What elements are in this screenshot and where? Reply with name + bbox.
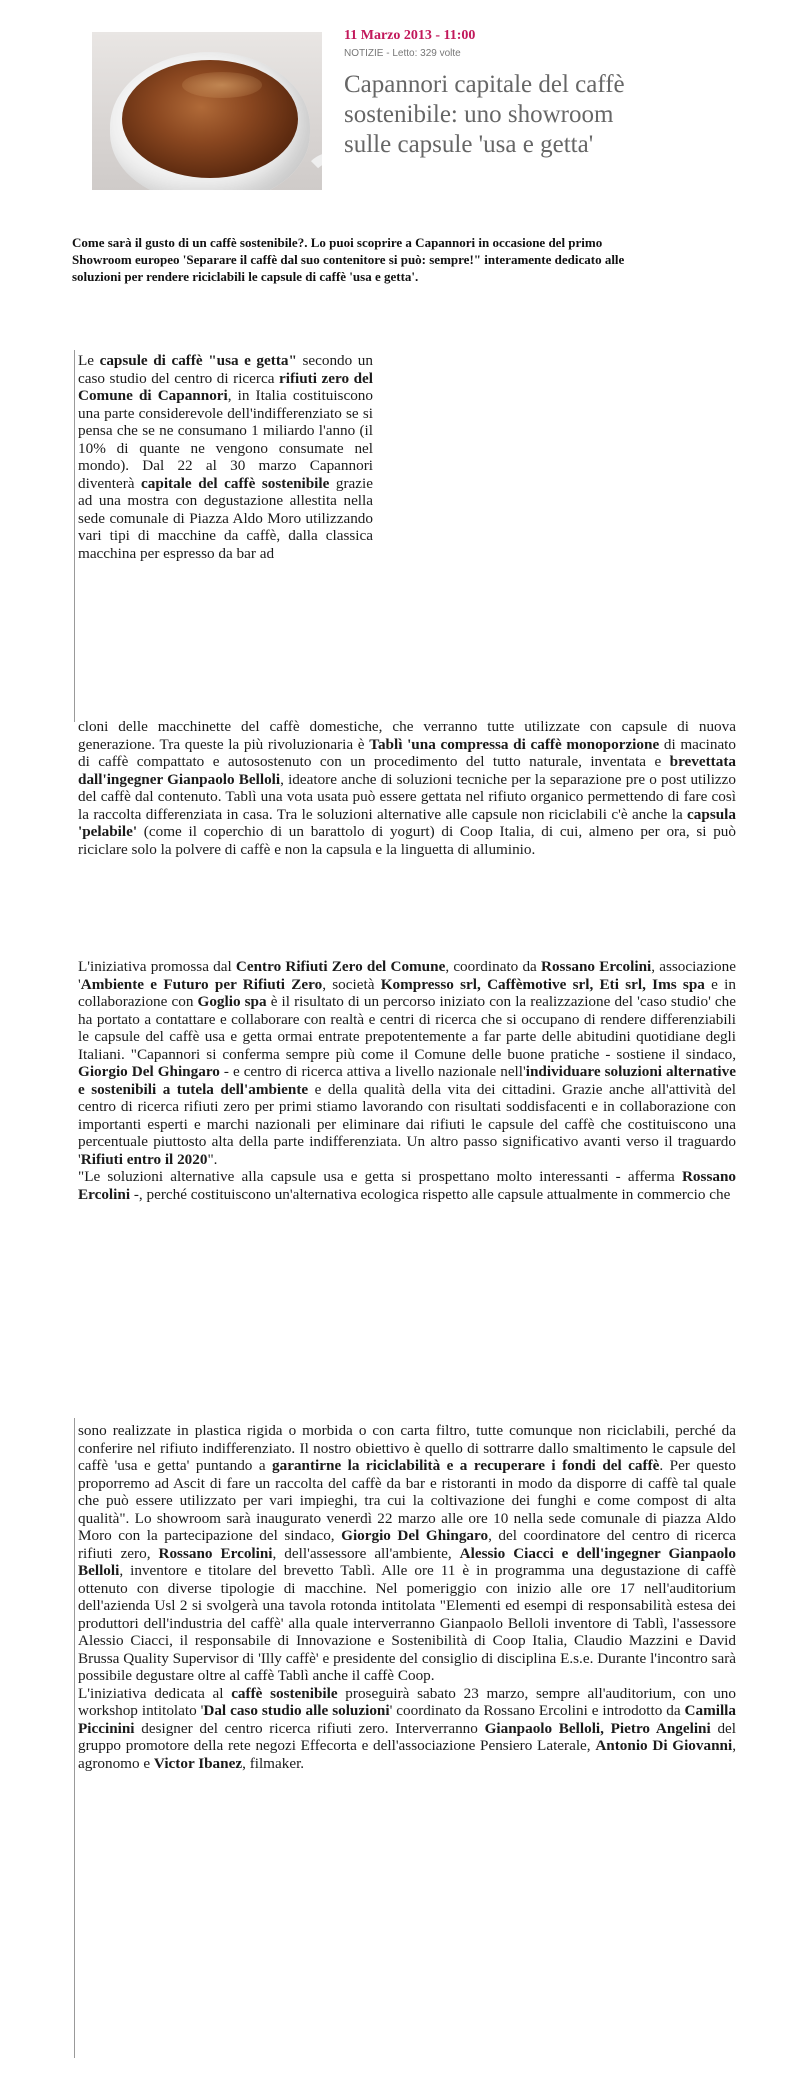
paragraph-4: "Le soluzioni alternative alla capsule usa e getta si prospettano molto interessanti - afferma Rossano Ercolini -, perché costituiscono un'alternativa ecologica rispetto alle capsule attualmente in commercio che xyxy=(78,1168,736,1203)
article-title: Capannori capitale del caffè sostenibile: uno showroom sulle capsule 'usa e getta' xyxy=(344,71,625,158)
paragraph-1: Le capsule di caffè "usa e getta" secondo un caso studio del centro di ricerca rifiuti zero del Comune di Capannori, in Italia costituiscono una parte considerevole dell'indifferenziato se si pensa che se ne consumano 1 miliardo l'anno (il 10% di quante ne vengono consumate nel mondo). Dal 22 al 30 marzo Capannori diventerà capitale del caffè sostenibile grazie ad una mostra con degustazione allestita nella sede comunale di Piazza Aldo Moro utilizzando vari tipi di macchine da caffè, dalla classica macchina per espresso da bar ad xyxy=(78,352,374,562)
article-block-4 xyxy=(78,1422,736,1772)
coffee-cup-photo xyxy=(92,32,322,190)
article-lead: Come sarà il gusto di un caffè sostenibile?. Lo puoi scoprire a Capannori in occasione del primo Showroom europeo 'Separare il caffè dal suo contenitore si può: sempre!" interamente dedicato alle soluzioni per rendere riciclabili le capsule di caffè 'usa e getta'. xyxy=(72,235,625,284)
column-rule xyxy=(74,350,75,722)
article-column-1 xyxy=(78,352,373,562)
article-block-2 xyxy=(78,718,736,858)
column-rule-2 xyxy=(74,1418,75,2058)
paragraph-6: L'iniziativa dedicata al caffè sostenibile proseguirà sabato 23 marzo, sempre all'auditorium, con uno workshop intitolato 'Dal caso studio alle soluzioni' coordinato da Rossano Ercolini e introdotto da Camilla Piccinini designer del centro ricerca rifiuti zero. Interverranno Gianpaolo Belloli, Pietro Angelini del gruppo promotore della rete negozi Effecorta e dell'associazione Pensiero Laterale, Antonio Di Giovanni, agronomo e Victor Ibanez, filmaker. xyxy=(78,1684,736,1772)
cup-handle xyxy=(302,152,322,190)
article-header xyxy=(72,18,642,318)
crema-highlight xyxy=(182,72,262,98)
paragraph-2: cloni delle macchinette del caffè domestiche, che verranno tutte utilizzate con capsule di nuova generazione. Tra queste la più rivoluzionaria è Tablì 'una compressa di caffè monoporzione di macinato di caffè compattato e autosostenuto con un procedimento del tutto naturale, inventata e brevettata dall'ingegner Gianpaolo Belloli, ideatore anche di soluzioni tecniche per la separazione pre o post utilizzo del caffè dal contenuto. Tablì una vota usata può essere gettata nel rifiuto organico permettendo di fare così la raccolta differenziata in casa. Tra le soluzioni alternative alle capsule non riciclabili c'è anche la capsula 'pelabile' (come il coperchio di un barattolo di yogurt) di Coop Italia, di cui, almeno per ora, si può riciclare solo la polvere di caffè e non la capsula e la linguetta di alluminio. xyxy=(78,718,737,858)
article-date: 11 Marzo 2013 - 11:00 xyxy=(344,28,476,43)
paragraph-5: sono realizzate in plastica rigida o morbida o con carta filtro, tutte comunque non riciclabili, perché da conferire nel rifiuto indifferenziato. Il nostro obiettivo è quello di sottrarre dallo smaltimento le capsule del caffè 'usa e getta' puntando a garantirne la riciclabilità e a recuperare i fondi del caffè. Per questo proporremo ad Ascit di fare un raccolta del caffè da bar e ristoranti in modo da disporre di caffè tal quale che può essere utilizzato per vari impieghi, tra cui la coltivazione dei funghi e come compost di alta qualità". Lo showroom sarà inaugurato venerdì 22 marzo alle ore 10 nella sede comunale di piazza Aldo Moro con la partecipazione del sindaco, Giorgio Del Ghingaro, del coordinatore del centro di ricerca rifiuti zero, Rossano Ercolini, dell'assessore all'ambiente, Alessio Ciacci e dell'ingegner Gianpaolo Belloli, inventore e titolare del brevetto Tablì. Alle ore 11 è in programma una degustazione di caffè ottenuto con diverse tipologie di macchine. Nel pomeriggio con inizio alle ore 17 nell'auditorium dell'azienda Usl 2 si svolgerà una tavola rotonda intitolata "Elementi ed esempi di responsabilità estesa dei produttori dell'industria del caffè' alla quale interverranno Gianpaolo Belloli inventore di Tablì, l'assessore Alessio Ciacci, il responsabile di Innovazione e Sostenibilità di Coop Italia, Claudio Mazzini e David Brussa Quality Supervisor di 'Illy caffè' e presidente del consiglio di disciplina E.s.e. Durante l'incontro sarà possibile degustare oltre al caffè Tablì anche il caffè Coop. xyxy=(78,1422,736,1684)
article-meta: NOTIZIE - Letto: 329 volte xyxy=(344,48,461,59)
paragraph-3: L'iniziativa promossa dal Centro Rifiuti Zero del Comune, coordinato da Rossano Ercolini, associazione 'Ambiente e Futuro per Rifiuti Zero, società Kompresso srl, Caffèmotive srl, Eti srl, Ims spa e in collaborazione con Goglio spa è il risultato di un percorso iniziato con la realizzazione del 'caso studio' che ha portato a contattare e collaborare con realtà e centri di ricerca che si occupano di rendere differenziabili le capsule del caffè usa e getta ormai entrate prepotentemente a far parte delle abitudini quotidiane degli Italiani. "Capannori si conferma sempre più come il Comune delle buone pratiche - sostiene il sindaco, Giorgio Del Ghingaro - e centro di ricerca attiva a livello nazionale nell'individuare soluzioni alternative e sostenibili a tutela dell'ambiente e della qualità della vita dei cittadini. Grazie anche all'attività del centro di ricerca rifiuti zero per primi stiamo lavorando con risultati soddisfacenti e in collaborazione con importanti esperti e marchi nazionali per eliminare dai rifiuti le capsule del caffè che costituiscono una percentuale piuttosto alta della parte indifferenziata. Un altro passo significativo avanti verso il traguardo 'Rifiuti entro il 2020". xyxy=(78,958,736,1168)
article-block-3 xyxy=(78,958,736,1203)
